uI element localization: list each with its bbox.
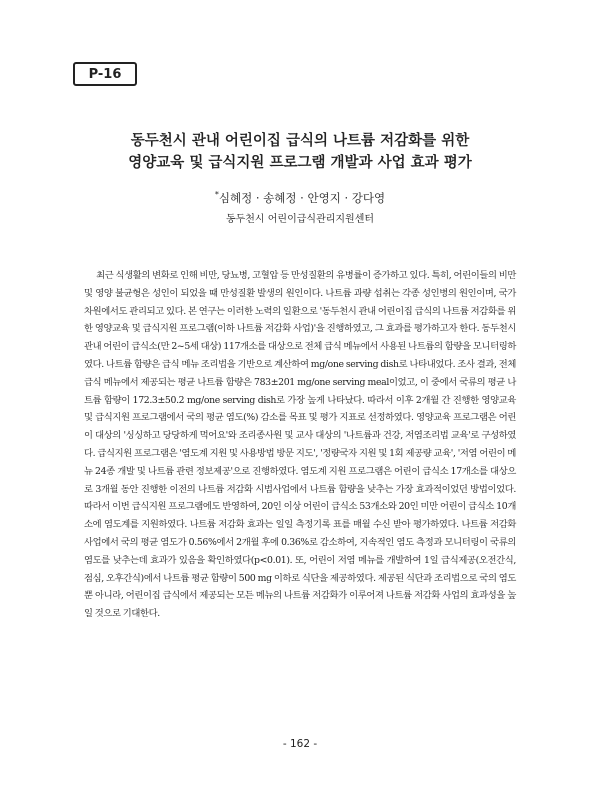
abstract-text: 최근 식생활의 변화로 인해 비만, 당뇨병, 고혈압 등 만성질환의 유병률이 증가하고 있다. 특히, 어린이들의 비만 및 영양 불균형은 성인이 되었을 때 만성질환 발생의 원인이다. 나트륨 과량 섭취는 각종 성인병의 원인이며, 국가 차원에서도 관리되고 있다. 본 연구는 이러한 노력의 일환으로 '동두천시 관내 어린이집 급식의 나트륨 저감화를 위한 영양교육 및 급식지원 프로그램(이하 나트륨 저감화 사업)'을 진행하였고, 그 효과를 평가하고자 한다. 동두천시 관내 어린이 급식소(만 2~5세 대상) 117개소를 대상으로 전체 급식 메뉴에서 사용된 나트륨의 함량을 모니터링하였다. 나트륨 함량은 급식 메뉴 조리법을 기반으로 계산하여 mg/one serving dish로 나타내었다. 조사 결과, 전체 급식 메뉴에서 제공되는 평균 나트륨 함량은 783±201 mg/one serving meal이었고, 이 중에서 국류의 평균 나트륨 함량이 172.3±50.2 mg/one serving dish로 가장 높게 나타났다. 따라서 이후 2개월 간 진행한 영양교육 및 급식지원 프로그램에서 국의 평균 염도(%) 감소를 목표 및 평가 지표로 선정하였다. 영양교육 프로그램은 어린이 대상의 '싱싱하고 당당하게 먹어요'와 조리종사원 및 교사 대상의 '나트륨과 건강, 저염조리법 교육'로 구성하였다. 급식지원 프로그램은 '염도계 지원 및 사용방법 방문 지도', '정량국자 지원 및 1회 제공량 교육', '저염 어린이 메뉴 24종 개발 및 나트륨 관련 정보제공'으로 진행하였다. 염도계 지원 프로그램은 어린이 급식소 17개소를 대상으로 3개월 동안 진행한 이전의 나트륨 저감화 시범사업에서 나트륨 함량을 낮추는 가장 효과적이었던 방법이었다. 따라서 이번 급식지원 프로그램에도 반영하여, 20인 이상 어린이 급식소 53개소와 20인 미만 어린이 급식소 10개소에 염도계를 지원하였다. 나트륨 저감화 효과는 일일 측정기록 표를 매월 수신 받아 평가하였다. 나트륨 저감화 사업에서 국의 평균 염도가 0.56%에서 2개월 후에 0.36%로 감소하여, 지속적인 염도 측정과 모니터링이 국류의 염도를 낮추는데 효과가 있음을 확인하였다(p<0.01). 또, 어린이 저염 메뉴를 개발하여 1일 급식제공(오전간식, 점심, 오후간식)에서 나트륨 평균 함량이 500 mg 이하로 식단을 제공하였다. 제공된 식단과 조리법으로 국의 염도뿐 아니라, 어린이집 급식에서 제공되는 모든 메뉴의 나트륨 저감화가 이루어져 나트륨 저감화 사업의 효과성을 높일 것으로 기대한다.: [84, 270, 516, 620]
poster-code-badge: [73, 62, 137, 86]
affiliation: 동두천시 어린이급식관리지원센터: [225, 214, 375, 225]
author-names: 심혜정 · 송혜정 · 안영지 · 강다영: [218, 191, 386, 205]
title-line-2: 영양교육 및 급식지원 프로그램 개발과 사업 효과 평가: [128, 155, 472, 171]
paper-title: [60, 130, 540, 174]
author-list: [60, 190, 540, 206]
poster-code: P-16: [88, 66, 122, 82]
title-line-1: 동두천시 관내 어린이집 급식의 나트륨 저감화를 위한: [130, 133, 470, 149]
corresponding-author-mark: *: [214, 190, 219, 200]
page-number: - 162 -: [282, 738, 318, 750]
